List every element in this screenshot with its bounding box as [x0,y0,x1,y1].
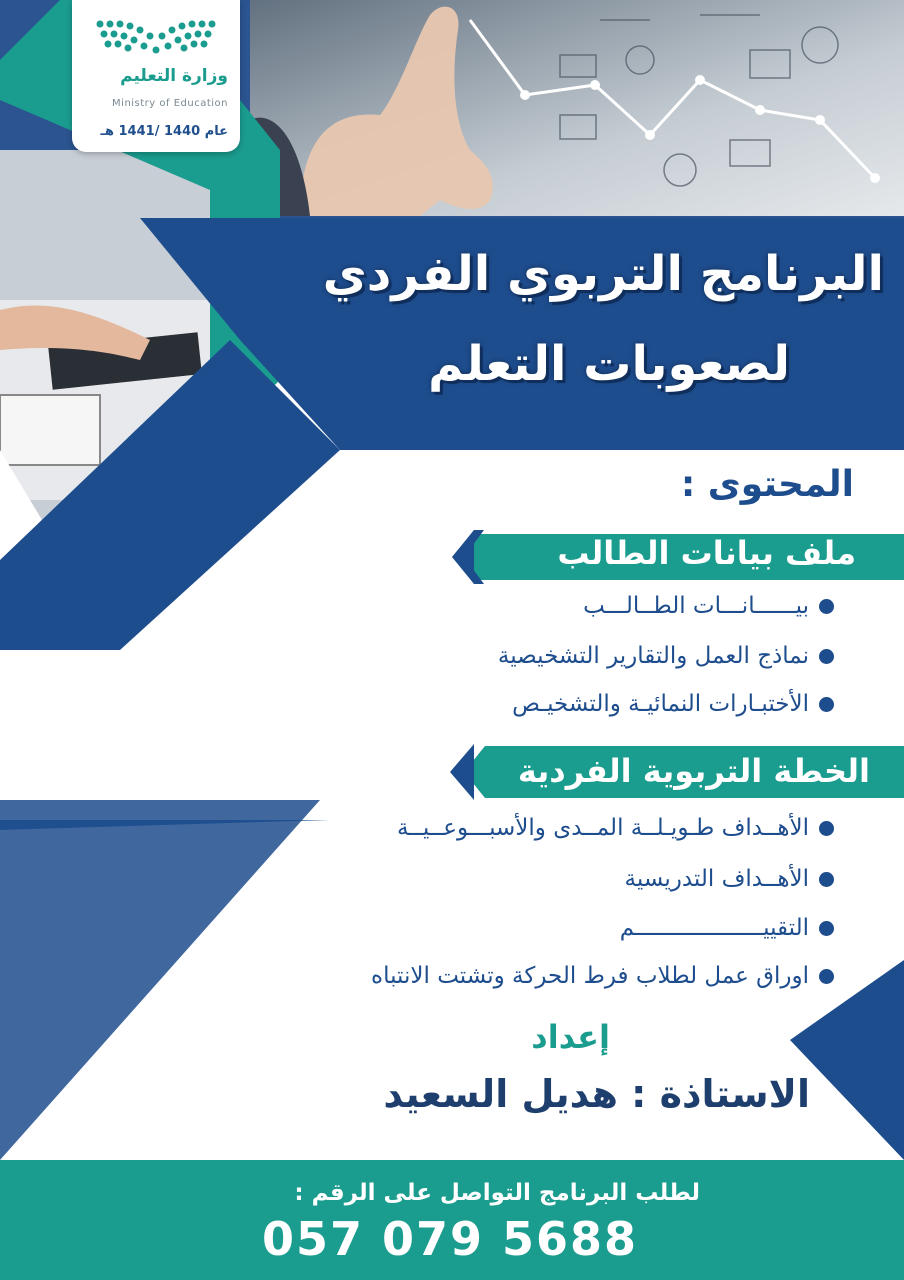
bullet-icon [819,821,834,836]
ministry-logo-dots-icon [94,16,218,60]
ministry-logo-card [72,0,240,152]
list-item-text: نماذج العمل والتقارير التشخيصية [497,643,809,669]
phone-number[interactable]: 057 079 5688 [261,1212,639,1266]
list-item [397,815,834,841]
list-item-text: بيــــــانـــات الطــالـــب [583,593,809,619]
list-item-text: الأختبـارات النمائيـة والتشخيـص [512,691,809,717]
ministry-name-english: Ministry of Education [112,98,228,109]
list-item [620,915,834,941]
section-title-student-file: ملف بيانات الطالب [557,534,856,572]
bullet-icon [819,649,834,664]
bullet-icon [819,872,834,887]
bullet-icon [819,969,834,984]
program-title: البرنامج التربوي الفردي [322,246,884,302]
list-item-text: اوراق عمل لطلاب فرط الحركة وتشتت الانتباه [371,963,809,989]
list-item [498,643,834,669]
contact-text: لطلب البرنامج التواصل على الرقم : [294,1180,700,1206]
program-subtitle: لصعوبات التعلم [428,336,790,392]
ministry-name-arabic: وزارة التعليم [120,66,228,86]
bullet-icon [819,921,834,936]
list-item [583,593,834,619]
list-item-text: التقييـــــــــــــــــــم [619,915,809,941]
academic-year: عام 1440 /1441 هـ [100,124,228,139]
bullet-icon [819,697,834,712]
section-title-education-plan: الخطة التربوية الفردية [517,752,870,790]
prepared-by-label: إعداد [531,1018,610,1056]
author-name: الاستاذة : هديل السعيد [383,1072,810,1116]
bullet-icon [819,599,834,614]
content-heading: المحتوى : [680,464,854,505]
list-item [371,963,834,989]
list-item [625,866,834,892]
list-item [512,691,834,717]
list-item-text: الأهــداف طـويـلــة المــدى والأسبـــوعــيــة [397,815,809,841]
list-item-text: الأهــداف التدريسية [624,866,809,892]
